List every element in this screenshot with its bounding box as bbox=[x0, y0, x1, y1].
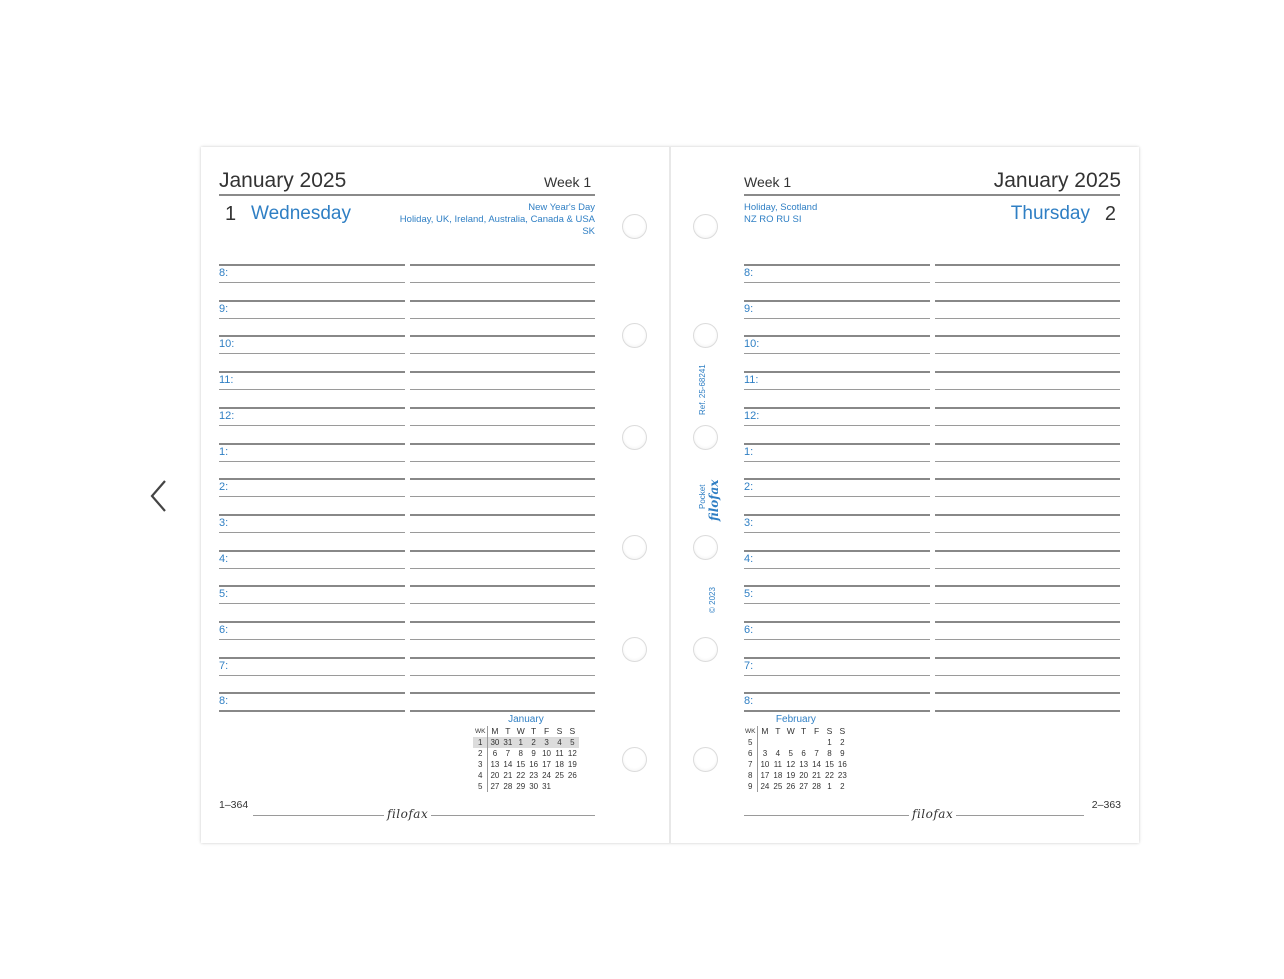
mini-calendar-header: M bbox=[491, 726, 499, 736]
writing-line bbox=[935, 282, 1120, 283]
writing-line bbox=[219, 353, 405, 354]
mini-calendar-day: 24 bbox=[542, 771, 552, 780]
mini-calendar-week: 1 bbox=[473, 737, 488, 748]
binder-hole bbox=[693, 323, 718, 348]
hour-label: 12: bbox=[219, 409, 235, 422]
hour-label: 1: bbox=[219, 445, 229, 458]
mini-calendar-day bbox=[784, 737, 797, 748]
mini-calendar-week: 5 bbox=[743, 737, 758, 748]
hour-divider bbox=[935, 478, 1120, 480]
mini-calendar-day: 4 bbox=[775, 749, 781, 758]
mini-calendar-day: 2 bbox=[840, 738, 845, 747]
writing-line bbox=[219, 425, 405, 426]
mini-calendar-day bbox=[553, 781, 566, 792]
hour-divider bbox=[219, 710, 405, 712]
header-rule bbox=[744, 194, 1120, 196]
hour-label: 1: bbox=[744, 445, 754, 458]
hour-divider bbox=[744, 478, 930, 480]
writing-line bbox=[935, 603, 1120, 604]
writing-line bbox=[410, 389, 595, 390]
mini-calendar-day: 14 bbox=[503, 760, 513, 769]
mini-calendar-week: 7 bbox=[743, 759, 758, 770]
hour-label: 6: bbox=[219, 624, 229, 636]
hour-label: 4: bbox=[744, 552, 754, 565]
mini-calendar-header: M bbox=[761, 726, 769, 736]
hour-label: 3: bbox=[744, 516, 754, 529]
hour-divider bbox=[410, 443, 595, 445]
mini-calendar-day: 18 bbox=[773, 771, 783, 780]
writing-line bbox=[410, 568, 595, 569]
hour-divider bbox=[935, 710, 1120, 712]
mini-calendar-day: 3 bbox=[762, 749, 768, 758]
hour-divider bbox=[935, 407, 1120, 409]
writing-line bbox=[935, 318, 1120, 319]
mini-calendar-day: 13 bbox=[490, 760, 500, 769]
mini-calendar-day: 29 bbox=[516, 782, 526, 791]
hour-divider bbox=[935, 550, 1120, 552]
mini-calendar-title: January bbox=[508, 714, 544, 725]
hour-divider bbox=[410, 710, 595, 712]
writing-line bbox=[410, 461, 595, 462]
mini-calendar-day: 27 bbox=[490, 782, 500, 791]
binder-hole bbox=[622, 535, 647, 560]
month-heading: January 2025 bbox=[993, 169, 1121, 192]
holiday-line: Holiday, UK, Ireland, Australia, Canada & USA bbox=[399, 214, 595, 225]
mini-calendar-day: 17 bbox=[542, 760, 552, 769]
hour-divider bbox=[219, 621, 405, 623]
spine-copyright: © 2023 bbox=[708, 587, 717, 613]
hour-divider bbox=[410, 621, 595, 623]
left-page bbox=[201, 147, 669, 843]
page-code: 1–364 bbox=[219, 799, 249, 811]
writing-line bbox=[219, 568, 405, 569]
hour-divider bbox=[410, 264, 595, 266]
mini-calendar-header: S bbox=[839, 726, 846, 736]
day-name: Wednesday bbox=[251, 203, 351, 224]
mini-calendar-week: 4 bbox=[473, 770, 488, 781]
hour-divider bbox=[744, 692, 930, 694]
mini-calendar-day: 19 bbox=[786, 771, 796, 780]
mini-calendar-day: 13 bbox=[799, 760, 809, 769]
mini-calendar-title: February bbox=[775, 714, 816, 725]
writing-line bbox=[935, 389, 1120, 390]
hour-label: 8: bbox=[219, 267, 229, 279]
page-code: 2–363 bbox=[1091, 799, 1121, 811]
mini-calendar-day: 1 bbox=[514, 737, 527, 748]
mini-calendar-header: S bbox=[569, 726, 576, 736]
right-page bbox=[671, 147, 1139, 843]
hour-divider bbox=[219, 478, 405, 480]
writing-line bbox=[410, 532, 595, 533]
hour-divider bbox=[935, 371, 1120, 373]
binder-hole bbox=[622, 425, 647, 450]
mini-calendar-day: 26 bbox=[786, 782, 796, 791]
mini-calendar bbox=[743, 714, 849, 792]
filofax-logo: filofax bbox=[384, 807, 431, 821]
spine-size: Pocket bbox=[698, 484, 707, 509]
chevron-left-icon bbox=[149, 479, 169, 513]
writing-line bbox=[744, 639, 930, 640]
month-heading: January 2025 bbox=[219, 169, 347, 192]
hour-label: 11: bbox=[219, 374, 234, 387]
mini-calendar-day: 26 bbox=[567, 771, 577, 780]
hour-divider bbox=[410, 657, 595, 659]
hour-divider bbox=[410, 407, 595, 409]
hour-divider bbox=[935, 514, 1120, 516]
hour-divider bbox=[219, 692, 405, 694]
mini-calendar-header: S bbox=[826, 726, 833, 736]
mini-calendar-day: 30 bbox=[488, 737, 501, 748]
hour-label: 5: bbox=[744, 588, 754, 601]
mini-calendar-day: 17 bbox=[760, 771, 770, 780]
writing-line bbox=[219, 282, 405, 283]
writing-line bbox=[935, 496, 1120, 497]
hour-divider bbox=[744, 550, 930, 552]
writing-line bbox=[744, 318, 930, 319]
hour-divider bbox=[410, 371, 595, 373]
hour-divider bbox=[744, 407, 930, 409]
mini-calendar bbox=[473, 714, 579, 792]
writing-line bbox=[410, 353, 595, 354]
binder-hole bbox=[622, 214, 647, 239]
week-label: Week 1 bbox=[744, 174, 792, 190]
hour-divider bbox=[219, 585, 405, 587]
week-label: Week 1 bbox=[544, 174, 592, 190]
mini-calendar-header: W bbox=[786, 726, 795, 736]
binder-hole bbox=[622, 323, 647, 348]
mini-calendar-day bbox=[758, 737, 771, 748]
hour-label: 4: bbox=[219, 552, 229, 565]
mini-calendar-day: 30 bbox=[529, 782, 539, 791]
writing-line bbox=[935, 639, 1120, 640]
holiday-note bbox=[744, 202, 817, 226]
mini-calendar-day: 9 bbox=[531, 749, 536, 758]
mini-calendar-week: 8 bbox=[743, 770, 758, 781]
hour-divider bbox=[935, 657, 1120, 659]
writing-line bbox=[744, 282, 930, 283]
mini-calendar-day: 11 bbox=[555, 749, 564, 758]
hour-label: 3: bbox=[219, 516, 229, 529]
writing-line bbox=[744, 603, 930, 604]
hour-divider bbox=[744, 335, 930, 337]
mini-calendar-header: T bbox=[775, 726, 781, 736]
mini-calendar-week: 5 bbox=[473, 781, 488, 792]
holiday-line: SK bbox=[582, 226, 595, 237]
mini-calendar-day: 20 bbox=[799, 771, 809, 780]
mini-calendar-header: F bbox=[813, 726, 820, 736]
hour-divider bbox=[219, 300, 405, 302]
binder-hole bbox=[622, 747, 647, 772]
mini-calendar-day: 23 bbox=[837, 771, 847, 780]
holiday-line: Holiday, Scotland bbox=[744, 202, 818, 213]
day-name: Thursday bbox=[1010, 203, 1090, 224]
holiday-note bbox=[400, 202, 595, 238]
mini-calendar-day: 2 bbox=[527, 737, 540, 748]
binder-hole bbox=[622, 637, 647, 662]
hour-divider bbox=[744, 585, 930, 587]
hour-divider bbox=[935, 692, 1120, 694]
mini-calendar-header: WK bbox=[743, 726, 758, 737]
binder-hole bbox=[693, 214, 718, 239]
mini-calendar-header: F bbox=[543, 726, 550, 736]
mini-calendar-day: 7 bbox=[814, 749, 819, 758]
mini-calendar-day: 10 bbox=[760, 760, 770, 769]
mini-calendar-day: 9 bbox=[840, 749, 845, 758]
hour-divider bbox=[744, 514, 930, 516]
writing-line bbox=[935, 461, 1120, 462]
writing-line bbox=[410, 639, 595, 640]
hour-divider bbox=[219, 264, 405, 266]
mini-calendar-day: 16 bbox=[837, 760, 847, 769]
hour-label: 5: bbox=[219, 588, 229, 601]
writing-line bbox=[935, 425, 1120, 426]
spine-ref: Ref. 25-68241 bbox=[698, 364, 707, 415]
mini-calendar-header: T bbox=[801, 726, 807, 736]
mini-calendar-day: 27 bbox=[799, 782, 809, 791]
writing-line bbox=[219, 532, 405, 533]
hour-divider bbox=[410, 692, 595, 694]
mini-calendar-day: 25 bbox=[773, 782, 783, 791]
mini-calendar-day: 20 bbox=[490, 771, 500, 780]
hour-divider bbox=[410, 550, 595, 552]
writing-line bbox=[744, 353, 930, 354]
mini-calendar-day: 14 bbox=[812, 760, 822, 769]
mini-calendar-day: 1 bbox=[827, 782, 832, 791]
mini-calendar-header: S bbox=[556, 726, 563, 736]
binder-hole bbox=[693, 747, 718, 772]
day-number: 2 bbox=[1104, 203, 1116, 225]
writing-line bbox=[744, 532, 930, 533]
hour-divider bbox=[744, 443, 930, 445]
hour-divider bbox=[219, 371, 405, 373]
hour-divider bbox=[410, 478, 595, 480]
writing-line bbox=[744, 389, 930, 390]
writing-line bbox=[935, 568, 1120, 569]
hour-label: 7: bbox=[744, 659, 754, 672]
hour-label: 7: bbox=[219, 659, 229, 672]
writing-line bbox=[744, 675, 930, 676]
mini-calendar-day: 31 bbox=[503, 738, 513, 747]
writing-line bbox=[935, 532, 1120, 533]
hour-label: 10: bbox=[744, 338, 760, 351]
mini-calendar-header: WK bbox=[473, 726, 488, 737]
mini-calendar-day: 11 bbox=[773, 760, 782, 769]
mini-calendar-day: 21 bbox=[812, 771, 822, 780]
hour-divider bbox=[935, 264, 1120, 266]
mini-calendar-day: 10 bbox=[542, 749, 552, 758]
binder-hole bbox=[693, 535, 718, 560]
mini-calendar-week: 2 bbox=[473, 748, 488, 759]
mini-calendar-day: 31 bbox=[542, 782, 552, 791]
writing-line bbox=[410, 425, 595, 426]
previous-image-button[interactable] bbox=[146, 478, 172, 514]
hour-divider bbox=[744, 710, 930, 712]
day-number: 1 bbox=[225, 203, 237, 225]
writing-line bbox=[219, 461, 405, 462]
writing-line bbox=[219, 639, 405, 640]
hour-divider bbox=[410, 514, 595, 516]
writing-line bbox=[219, 389, 405, 390]
mini-calendar-day: 4 bbox=[553, 737, 566, 748]
mini-calendar-day bbox=[566, 781, 579, 792]
hour-divider bbox=[219, 335, 405, 337]
hour-label: 11: bbox=[744, 374, 759, 387]
mini-calendar-day: 15 bbox=[516, 760, 526, 769]
hour-divider bbox=[935, 300, 1120, 302]
mini-calendar-day bbox=[771, 737, 784, 748]
hour-label: 2: bbox=[219, 481, 229, 494]
hour-label: 8: bbox=[744, 695, 754, 708]
hour-label: 6: bbox=[744, 624, 754, 636]
mini-calendar-day: 5 bbox=[788, 749, 793, 758]
holiday-line: New Year's Day bbox=[528, 202, 595, 213]
mini-calendar-day: 6 bbox=[492, 749, 498, 758]
hour-divider bbox=[219, 514, 405, 516]
binder-hole bbox=[693, 425, 718, 450]
mini-calendar-day: 22 bbox=[825, 771, 834, 780]
hour-divider bbox=[410, 335, 595, 337]
filofax-logo: filofax bbox=[909, 807, 956, 821]
mini-calendar-day: 8 bbox=[827, 749, 832, 758]
writing-line bbox=[219, 318, 405, 319]
writing-line bbox=[744, 425, 930, 426]
hour-label: 9: bbox=[744, 302, 754, 315]
mini-calendar-day: 12 bbox=[567, 749, 577, 758]
hour-divider bbox=[219, 657, 405, 659]
mini-calendar-week: 9 bbox=[743, 781, 758, 792]
mini-calendar-day: 2 bbox=[840, 782, 845, 791]
writing-line bbox=[219, 675, 405, 676]
mini-calendar-day: 16 bbox=[529, 760, 539, 769]
hour-divider bbox=[935, 335, 1120, 337]
spine-filofax-logo: filofax bbox=[707, 479, 721, 521]
mini-calendar-day: 19 bbox=[567, 760, 577, 769]
hour-divider bbox=[744, 621, 930, 623]
writing-line bbox=[744, 461, 930, 462]
mini-calendar-day: 28 bbox=[503, 782, 513, 791]
header-rule bbox=[219, 194, 595, 196]
mini-calendar-day: 25 bbox=[555, 771, 564, 780]
hour-divider bbox=[744, 657, 930, 659]
hour-divider bbox=[935, 621, 1120, 623]
hour-divider bbox=[744, 264, 930, 266]
mini-calendar-day: 5 bbox=[566, 737, 579, 748]
mini-calendar-header: T bbox=[531, 726, 537, 736]
hour-divider bbox=[219, 443, 405, 445]
diary-spread bbox=[201, 147, 1139, 843]
hour-label: 10: bbox=[219, 338, 235, 351]
mini-calendar-day: 1 bbox=[827, 738, 832, 747]
mini-calendar-day: 21 bbox=[503, 771, 513, 780]
mini-calendar-week: 3 bbox=[473, 759, 488, 770]
mini-calendar-day: 23 bbox=[529, 771, 539, 780]
mini-calendar-day: 28 bbox=[812, 782, 822, 791]
hour-divider bbox=[744, 371, 930, 373]
mini-calendar-day: 3 bbox=[540, 737, 553, 748]
mini-calendar-day bbox=[797, 737, 810, 748]
mini-calendar-day: 12 bbox=[786, 760, 796, 769]
binder-hole bbox=[693, 637, 718, 662]
writing-line bbox=[410, 675, 595, 676]
writing-line bbox=[410, 282, 595, 283]
writing-line bbox=[410, 318, 595, 319]
hour-divider bbox=[410, 585, 595, 587]
writing-line bbox=[410, 496, 595, 497]
mini-calendar-header: W bbox=[516, 726, 525, 736]
mini-calendar-day: 6 bbox=[801, 749, 806, 758]
hour-divider bbox=[410, 300, 595, 302]
hour-label: 12: bbox=[744, 409, 760, 422]
mini-calendar-week: 6 bbox=[743, 748, 758, 759]
mini-calendar-header: T bbox=[505, 726, 511, 736]
writing-line bbox=[219, 603, 405, 604]
writing-line bbox=[410, 603, 595, 604]
writing-line bbox=[935, 353, 1120, 354]
mini-calendar-day: 15 bbox=[825, 760, 834, 769]
writing-line bbox=[744, 568, 930, 569]
mini-calendar-day: 22 bbox=[516, 771, 526, 780]
hour-label: 9: bbox=[219, 302, 229, 315]
hour-divider bbox=[935, 443, 1120, 445]
hour-label: 2: bbox=[744, 481, 754, 494]
writing-line bbox=[744, 496, 930, 497]
hour-divider bbox=[219, 407, 405, 409]
mini-calendar-day: 18 bbox=[555, 760, 564, 769]
mini-calendar-day: 7 bbox=[505, 749, 511, 758]
hour-divider bbox=[744, 300, 930, 302]
hour-label: 8: bbox=[744, 267, 754, 279]
mini-calendar-day: 24 bbox=[760, 782, 770, 791]
writing-line bbox=[935, 675, 1120, 676]
hour-divider bbox=[219, 550, 405, 552]
holiday-line: NZ RO RU SI bbox=[744, 214, 802, 225]
mini-calendar-day: 8 bbox=[518, 749, 523, 758]
hour-label: 8: bbox=[219, 695, 229, 708]
mini-calendar-day bbox=[810, 737, 823, 748]
writing-line bbox=[219, 496, 405, 497]
hour-divider bbox=[935, 585, 1120, 587]
